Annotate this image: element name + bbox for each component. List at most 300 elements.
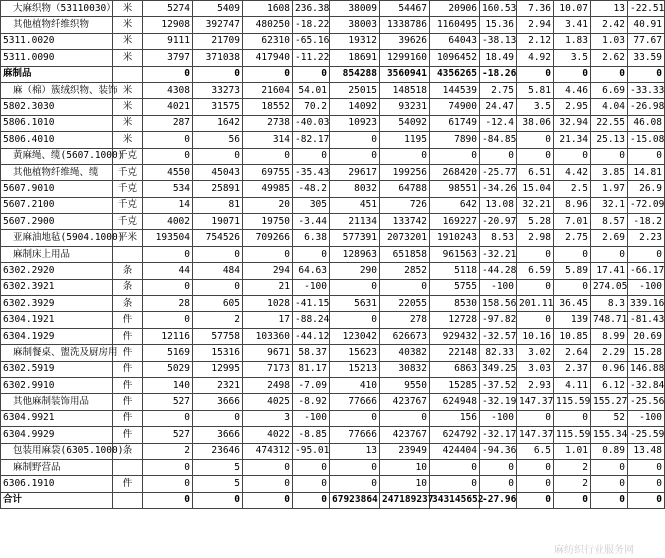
value-cell: 74900 [430, 99, 480, 115]
value-cell: -41.15 [293, 296, 330, 312]
value-cell: 0 [193, 279, 243, 295]
value-cell: 417940 [243, 50, 293, 66]
value-cell: 12995 [193, 361, 243, 377]
value-cell: 4.42 [554, 164, 591, 180]
value-cell: 18691 [330, 50, 380, 66]
value-cell: 534 [143, 181, 193, 197]
value-cell: 156 [430, 410, 480, 426]
value-cell: 0 [143, 476, 193, 492]
unit-cell: 件 [113, 361, 143, 377]
value-cell: -34.26 [480, 181, 517, 197]
value-cell: 4.11 [554, 377, 591, 393]
row-label-cell: 麻制野营品 [1, 459, 113, 475]
value-cell: 0 [554, 279, 591, 295]
value-cell: 24.47 [480, 99, 517, 115]
value-cell: 2073201 [380, 230, 430, 246]
value-cell: 70.2 [293, 99, 330, 115]
value-cell: -44.12 [293, 328, 330, 344]
unit-cell: 千克 [113, 181, 143, 197]
value-cell: 527 [143, 394, 193, 410]
value-cell: 1.97 [591, 181, 628, 197]
value-cell: 93231 [380, 99, 430, 115]
value-cell: 3 [243, 410, 293, 426]
value-cell: 19071 [193, 214, 243, 230]
value-cell: 5 [193, 476, 243, 492]
value-cell: 5118 [430, 263, 480, 279]
unit-cell [113, 66, 143, 82]
value-cell: -95.01 [293, 443, 330, 459]
value-cell: -32.21 [480, 246, 517, 262]
value-cell: 2.75 [554, 230, 591, 246]
value-cell: 0 [243, 459, 293, 475]
value-cell: 139 [554, 312, 591, 328]
value-cell: 314 [243, 132, 293, 148]
value-cell: 349.25 [480, 361, 517, 377]
row-label-cell: 6302.5919 [1, 361, 113, 377]
value-cell: 8.99 [591, 328, 628, 344]
value-cell: 961563 [430, 246, 480, 262]
value-cell: 0 [143, 459, 193, 475]
value-cell: 0 [517, 66, 554, 82]
table-row [1, 50, 665, 66]
value-cell: 1910243 [430, 230, 480, 246]
value-cell: 0 [380, 148, 430, 164]
value-cell: 4356265 [430, 66, 480, 82]
value-cell: 3.41 [554, 17, 591, 33]
table-row [1, 246, 665, 262]
value-cell: 123042 [330, 328, 380, 344]
value-cell: 23646 [193, 443, 243, 459]
row-label-cell: 其他植物纤维织物 [1, 17, 113, 33]
table-row [1, 443, 665, 459]
value-cell: 0 [628, 476, 665, 492]
value-cell: 169227 [430, 214, 480, 230]
value-cell: -88.24 [293, 312, 330, 328]
value-cell: 155.27 [591, 394, 628, 410]
unit-cell: 件 [113, 328, 143, 344]
value-cell: 2.75 [480, 82, 517, 98]
value-cell: 5274 [143, 1, 193, 17]
value-cell: 15213 [330, 361, 380, 377]
value-cell: -8.85 [293, 427, 330, 443]
value-cell: 52 [591, 410, 628, 426]
value-cell: 754526 [193, 230, 243, 246]
value-cell: 62310 [243, 33, 293, 49]
value-cell: 148518 [380, 82, 430, 98]
value-cell: 0 [193, 148, 243, 164]
value-cell: 5.81 [517, 82, 554, 98]
value-cell: 3.5 [554, 50, 591, 66]
value-cell: -100 [293, 279, 330, 295]
value-cell: 0 [380, 279, 430, 295]
value-cell: 2 [193, 312, 243, 328]
value-cell: 624792 [430, 427, 480, 443]
value-cell: 0 [628, 492, 665, 508]
value-cell: 0 [480, 476, 517, 492]
value-cell: 13 [330, 443, 380, 459]
value-cell: 2.95 [554, 99, 591, 115]
value-cell: 82.33 [480, 345, 517, 361]
value-cell: 305 [293, 197, 330, 213]
unit-cell [113, 459, 143, 475]
value-cell: 155.34 [591, 427, 628, 443]
value-cell: 21604 [243, 82, 293, 98]
value-cell: 22148 [430, 345, 480, 361]
value-cell: 0 [591, 246, 628, 262]
value-cell: 13.08 [480, 197, 517, 213]
value-cell: 0 [193, 66, 243, 82]
value-cell: -84.85 [480, 132, 517, 148]
value-cell: -44.28 [480, 263, 517, 279]
value-cell: 17.41 [591, 263, 628, 279]
row-label-cell: 6302.3921 [1, 279, 113, 295]
table-row [1, 148, 665, 164]
value-cell: 5409 [193, 1, 243, 17]
value-cell: -65.16 [293, 33, 330, 49]
value-cell: 0 [517, 459, 554, 475]
value-cell: 29617 [330, 164, 380, 180]
value-cell: 294 [243, 263, 293, 279]
value-cell: 236.38 [293, 1, 330, 17]
row-label-cell: 5607.9010 [1, 181, 113, 197]
value-cell: 32.94 [554, 115, 591, 131]
value-cell: 0 [554, 66, 591, 82]
value-cell: 9111 [143, 33, 193, 49]
unit-cell: 千克 [113, 148, 143, 164]
value-cell: 2321 [193, 377, 243, 393]
value-cell: 0 [330, 312, 380, 328]
value-cell: 160.53 [480, 1, 517, 17]
value-cell: 12728 [430, 312, 480, 328]
table-row [1, 427, 665, 443]
value-cell: 2.93 [517, 377, 554, 393]
value-cell: -11.22 [293, 50, 330, 66]
value-cell: 40382 [380, 345, 430, 361]
value-cell: 199256 [380, 164, 430, 180]
unit-cell: 千克 [113, 214, 143, 230]
table-row [1, 263, 665, 279]
value-cell: 290 [330, 263, 380, 279]
value-cell: 23949 [380, 443, 430, 459]
value-cell: 0.96 [591, 361, 628, 377]
value-cell: 17 [243, 312, 293, 328]
value-cell: 10923 [330, 115, 380, 131]
row-label-cell: 6302.3929 [1, 296, 113, 312]
value-cell: -25.56 [628, 394, 665, 410]
value-cell: 2 [554, 459, 591, 475]
value-cell: 140 [143, 377, 193, 393]
value-cell: 67923864 [330, 492, 380, 508]
value-cell: -32.84 [628, 377, 665, 393]
row-label-cell: 其他植物纤维绳、缆 [1, 164, 113, 180]
value-cell: 0 [430, 476, 480, 492]
table-row [1, 164, 665, 180]
unit-cell: 米 [113, 82, 143, 98]
value-cell: 22055 [380, 296, 430, 312]
value-cell: 0 [517, 410, 554, 426]
value-cell: 3.03 [517, 361, 554, 377]
unit-cell: 米 [113, 115, 143, 131]
value-cell: -35.43 [293, 164, 330, 180]
value-cell: 0 [628, 66, 665, 82]
value-cell: 12908 [143, 17, 193, 33]
value-cell: 57758 [193, 328, 243, 344]
value-cell: 2.62 [591, 50, 628, 66]
value-cell: 54.01 [293, 82, 330, 98]
value-cell: 274.05 [591, 279, 628, 295]
value-cell: -81.43 [628, 312, 665, 328]
value-cell: 144539 [430, 82, 480, 98]
unit-cell: 米 [113, 99, 143, 115]
value-cell: 10.07 [554, 1, 591, 17]
unit-cell: 米 [113, 17, 143, 33]
value-cell: 748.71 [591, 312, 628, 328]
value-cell: 2498 [243, 377, 293, 393]
value-cell: 1338786 [380, 17, 430, 33]
value-cell: 4.04 [591, 99, 628, 115]
value-cell: 30832 [380, 361, 430, 377]
row-label-cell: 黄麻绳、缆(5607.1000) [1, 148, 113, 164]
value-cell: -18.2 [628, 214, 665, 230]
value-cell: 6.51 [517, 164, 554, 180]
value-cell: 0 [517, 476, 554, 492]
value-cell: 193504 [143, 230, 193, 246]
value-cell: 642 [430, 197, 480, 213]
value-cell: 0 [293, 476, 330, 492]
value-cell: 0 [591, 492, 628, 508]
value-cell: 5.28 [517, 214, 554, 230]
value-cell: 0 [243, 476, 293, 492]
value-cell: 5029 [143, 361, 193, 377]
value-cell: 21.34 [554, 132, 591, 148]
value-cell: -48.2 [293, 181, 330, 197]
unit-cell: 条 [113, 296, 143, 312]
value-cell: 0 [143, 492, 193, 508]
value-cell: 0 [591, 66, 628, 82]
value-cell: 0 [193, 410, 243, 426]
value-cell: 1608 [243, 1, 293, 17]
value-cell: 0 [243, 66, 293, 82]
value-cell: 32.21 [517, 197, 554, 213]
value-cell: 2 [143, 443, 193, 459]
value-cell: 31575 [193, 99, 243, 115]
value-cell: 77666 [330, 394, 380, 410]
value-cell: 287 [143, 115, 193, 131]
value-cell: 0 [554, 148, 591, 164]
table-row [1, 230, 665, 246]
value-cell: 0 [517, 148, 554, 164]
value-cell: 103360 [243, 328, 293, 344]
value-cell: 2.29 [591, 345, 628, 361]
unit-cell: 件 [113, 394, 143, 410]
value-cell: 147.37 [517, 427, 554, 443]
value-cell: 484 [193, 263, 243, 279]
value-cell: 0 [480, 459, 517, 475]
table-row [1, 459, 665, 475]
value-cell: 1299160 [380, 50, 430, 66]
table-row [1, 492, 665, 508]
table-row [1, 476, 665, 492]
value-cell: -72.09 [628, 197, 665, 213]
table-row [1, 377, 665, 393]
unit-cell [113, 246, 143, 262]
value-cell: 10.85 [554, 328, 591, 344]
value-cell: 25.13 [591, 132, 628, 148]
row-label-cell: 6304.9929 [1, 427, 113, 443]
value-cell: 10 [380, 459, 430, 475]
value-cell: 451 [330, 197, 380, 213]
value-cell: 0 [193, 492, 243, 508]
unit-cell: 米 [113, 1, 143, 17]
value-cell: 2.5 [554, 181, 591, 197]
value-cell: -100 [480, 279, 517, 295]
value-cell: 4022 [243, 427, 293, 443]
value-cell: 0 [554, 246, 591, 262]
value-cell: 1.03 [591, 33, 628, 49]
unit-cell: 米 [113, 33, 143, 49]
row-label-cell: 5311.0090 [1, 50, 113, 66]
value-cell: 392747 [193, 17, 243, 33]
row-label-cell: 6302.2920 [1, 263, 113, 279]
value-cell: -27.96 [480, 492, 517, 508]
row-label-cell: 麻制餐桌、盥洗及厨房用 [1, 345, 113, 361]
table-row [1, 1, 665, 17]
value-cell: 201.11 [517, 296, 554, 312]
value-cell: 54467 [380, 1, 430, 17]
unit-cell: 米 [113, 50, 143, 66]
value-cell: 20.69 [628, 328, 665, 344]
table-row [1, 99, 665, 115]
value-cell: 1096452 [430, 50, 480, 66]
table-row [1, 197, 665, 213]
value-cell: 6.69 [591, 82, 628, 98]
value-cell: 8530 [430, 296, 480, 312]
value-cell: 0 [628, 459, 665, 475]
row-label-cell: 6304.1929 [1, 328, 113, 344]
row-label-cell: 麻制品 [1, 66, 113, 82]
value-cell: 0 [293, 246, 330, 262]
value-cell: 0 [143, 279, 193, 295]
value-cell: -37.52 [480, 377, 517, 393]
value-cell: 15285 [430, 377, 480, 393]
value-cell: 25015 [330, 82, 380, 98]
value-cell: 4550 [143, 164, 193, 180]
value-cell: 7890 [430, 132, 480, 148]
value-cell: 33273 [193, 82, 243, 98]
value-cell: 33.59 [628, 50, 665, 66]
value-cell: 56 [193, 132, 243, 148]
value-cell: 854288 [330, 66, 380, 82]
value-cell: 3.85 [591, 164, 628, 180]
row-label-cell: 5607.2100 [1, 197, 113, 213]
value-cell: -40.03 [293, 115, 330, 131]
table-row [1, 181, 665, 197]
value-cell: -100 [628, 410, 665, 426]
value-cell: 15623 [330, 345, 380, 361]
value-cell: 4.92 [517, 50, 554, 66]
value-cell: 14 [143, 197, 193, 213]
value-cell: 0 [243, 246, 293, 262]
table-row [1, 33, 665, 49]
value-cell: 0 [554, 410, 591, 426]
value-cell: 15.04 [517, 181, 554, 197]
value-cell: 6.12 [591, 377, 628, 393]
value-cell: -18.26 [480, 66, 517, 82]
value-cell: 3560941 [380, 66, 430, 82]
row-label-cell: 麻制床上用品 [1, 246, 113, 262]
value-cell: 15.28 [628, 345, 665, 361]
value-cell: 2.98 [517, 230, 554, 246]
value-cell: -66.17 [628, 263, 665, 279]
value-cell: 2.69 [591, 230, 628, 246]
value-cell: 0 [243, 148, 293, 164]
value-cell: 77666 [330, 427, 380, 443]
value-cell: 1195 [380, 132, 430, 148]
value-cell: 6.59 [517, 263, 554, 279]
value-cell: 0 [517, 132, 554, 148]
table-row [1, 361, 665, 377]
value-cell: -18.22 [293, 17, 330, 33]
value-cell: 651858 [380, 246, 430, 262]
value-cell: 38003 [330, 17, 380, 33]
value-cell: 8.53 [480, 230, 517, 246]
row-label-cell: 6306.1910 [1, 476, 113, 492]
value-cell: 40.91 [628, 17, 665, 33]
unit-cell: 米 [113, 132, 143, 148]
value-cell: 0 [517, 312, 554, 328]
table-row [1, 17, 665, 33]
value-cell: 0 [143, 246, 193, 262]
table-row [1, 312, 665, 328]
value-cell: 1160495 [430, 17, 480, 33]
value-cell: 709266 [243, 230, 293, 246]
value-cell: 26.9 [628, 181, 665, 197]
value-cell: 2738 [243, 115, 293, 131]
value-cell: 5755 [430, 279, 480, 295]
value-cell: 13.48 [628, 443, 665, 459]
value-cell: 77.67 [628, 33, 665, 49]
unit-cell: 件 [113, 345, 143, 361]
value-cell: 929432 [430, 328, 480, 344]
table-row [1, 394, 665, 410]
value-cell: 0 [243, 492, 293, 508]
value-cell: 18552 [243, 99, 293, 115]
value-cell: 371038 [193, 50, 243, 66]
unit-cell: 件 [113, 410, 143, 426]
value-cell: 21134 [330, 214, 380, 230]
value-cell: 15316 [193, 345, 243, 361]
value-cell: 605 [193, 296, 243, 312]
value-cell: -26.98 [628, 99, 665, 115]
value-cell: 0 [628, 148, 665, 164]
value-cell: 4025 [243, 394, 293, 410]
value-cell: 20 [243, 197, 293, 213]
table-row [1, 279, 665, 295]
value-cell: 2.23 [628, 230, 665, 246]
watermark-text: 麻纺织行业服务网 [554, 545, 634, 556]
value-cell: 3666 [193, 427, 243, 443]
value-cell: 8.3 [591, 296, 628, 312]
unit-cell: 件 [113, 476, 143, 492]
unit-cell: 条 [113, 443, 143, 459]
value-cell: 49985 [243, 181, 293, 197]
value-cell: 45043 [193, 164, 243, 180]
unit-cell: 平米 [113, 230, 143, 246]
row-label-cell: 5607.2900 [1, 214, 113, 230]
value-cell: 64.63 [293, 263, 330, 279]
value-cell: 0 [591, 476, 628, 492]
value-cell: -22.51 [628, 1, 665, 17]
